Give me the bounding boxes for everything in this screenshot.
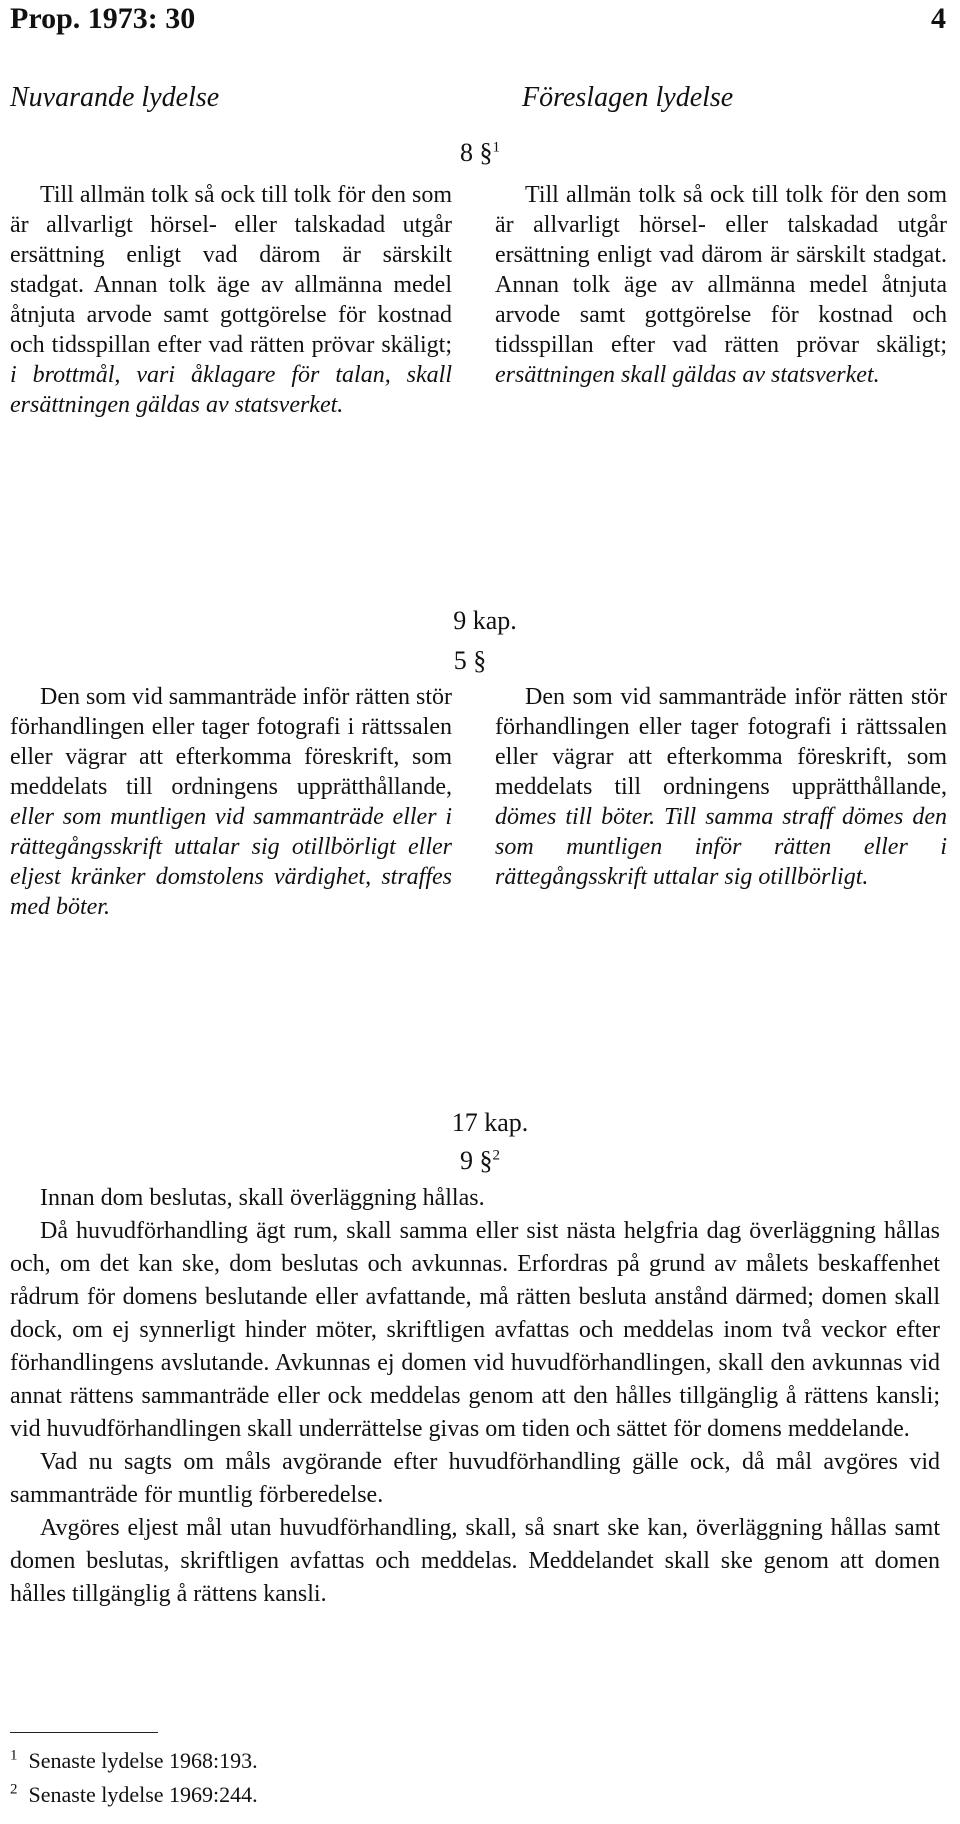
- chapter-17-paragraph: Innan dom beslutas, skall överläggning hållas.: [40, 1185, 485, 1211]
- right-column-title: Föreslagen lydelse: [522, 82, 734, 113]
- document-header: Prop. 1973: 30: [10, 2, 196, 35]
- chapter-17-heading: 17 kap.: [451, 1108, 529, 1137]
- chapter-17-paragraph: Då huvudförhandling ägt rum, skall samma eller sist nästa helgfria dag överläggning hållas och, om det kan ske, dom beslutas och avkunnas. Erfordras på grund av målets beskaffenhet rådrum för domens beslutande eller avfattande, må rätten besluta anstånd därmed; domen skall dock, om ej synnerligt hinder möter, skriftligen avfattas och meddelas inom två veckor efter förhandlingens avslutande. Avkunnas ej domen vid huvudförhandlingen, skall den avkunnas vid annat rättens sammanträde eller ock meddelas genom att den hålles tillgänglig å rättens kansli; vid huvudförhandlingen skall underrättelse givas om tiden och sättet för domens meddelande.: [10, 1218, 940, 1442]
- chapter-9-section-heading: 5 §: [453, 646, 487, 675]
- footnote-ref-1: 1: [492, 139, 500, 156]
- chapter-17-section-heading: 9 §$^2$: [460, 1146, 500, 1175]
- page-number: 4: [931, 2, 946, 35]
- left-column-title: Nuvarande lydelse: [10, 82, 220, 113]
- chapter-9-current-text: Den som vid sammanträde inför rätten stör förhandlingen eller tager fotografi i rättssalen eller vägrar att efterkomma föreskrift, som meddelats till ordningens upprätthållande, eller som muntligen vid sammanträde eller i rättegångsskrift uttalar sig otillbörligt eller eljest kränker domstolens värdighet, straffes med böter.: [10, 684, 452, 920]
- chapter-9-heading: 9 kap.: [453, 606, 517, 635]
- footnote-ref-2: 2: [492, 1147, 500, 1164]
- chapter-17-paragraph: Vad nu sagts om måls avgörande efter huvudförhandling gälle ock, då mål avgöres vid sammanträde för muntlig förberedelse.: [10, 1449, 940, 1508]
- section-8-current-text: Till allmän tolk så ock till tolk för den som är allvarligt hörsel- eller talskadad utgår ersättning enligt vad därom är särskilt stadgat. Annan tolk äge av allmänna medel åtnjuta arvode samt gottgörelse för kostnad och tidsspillan efter vad rätten prövar skäligt; i brottmål, vari åklagare för talan, skall ersättningen gäldas av statsverket.: [10, 182, 452, 418]
- chapter-17-paragraph: Avgöres eljest mål utan huvudförhandling, skall, så snart ske kan, överläggning hållas samt domen beslutas, skriftligen avfattas och meddelas. Meddelandet skall ske genom att domen hålles tillgänglig å rättens kansli.: [10, 1515, 940, 1607]
- footnote-1: $^1$ Senaste lydelse 1968:193.: [10, 1747, 258, 1773]
- section-8-proposed-text: Till allmän tolk så ock till tolk för den som är allvarligt hörsel- eller talskadad utgår ersättning enligt vad därom är särskilt stadgat. Annan tolk äge av allmänna medel åtnjuta arvode samt gottgörelse för kostnad och tidsspillan efter vad rätten prövar skäligt; ersättningen skall gäldas av statsverket.: [495, 182, 947, 388]
- chapter-17-body: [10, 1182, 940, 1611]
- footnote-2: $^2$ Senaste lydelse 1969:244.: [10, 1781, 258, 1807]
- section-8-heading: 8 §$^1$: [460, 138, 500, 167]
- footnote-divider: [10, 1732, 158, 1733]
- chapter-9-proposed-text: Den som vid sammanträde inför rätten stör förhandlingen eller tager fotografi i rättssalen eller vägrar att efterkomma föreskrift, som meddelats till ordningens upprätthållande, dömes till böter. Till samma straff dömes den som muntligen inför rätten eller i rättegångsskrift uttalar sig otillbörligt.: [495, 684, 947, 890]
